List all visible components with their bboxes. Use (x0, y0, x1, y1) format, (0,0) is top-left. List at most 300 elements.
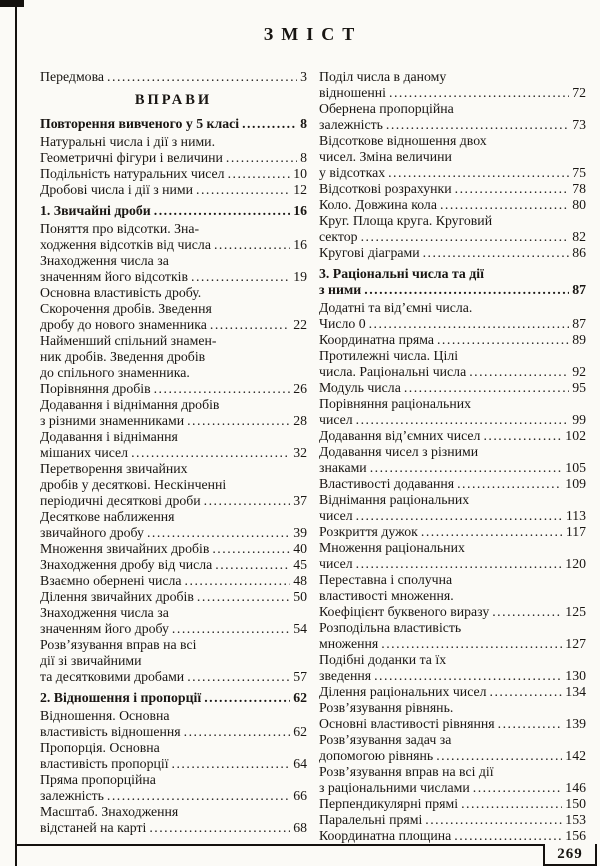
page-title: ЗМІСТ (263, 24, 363, 44)
toc-entry-line: Знаходження числа за (40, 253, 169, 268)
dot-leader (361, 282, 569, 298)
toc-entry-text: Дробові числа і дії з ними (40, 182, 194, 197)
dot-leader (371, 668, 562, 684)
toc-entry (319, 181, 586, 197)
toc-entry-text: чисел (319, 412, 353, 427)
dot-leader (169, 756, 291, 772)
toc-entry-line: Протилежні числа. Цілі (319, 348, 459, 363)
dot-leader (151, 203, 290, 219)
toc-entry-page: 45 (293, 557, 307, 572)
toc-entry-text: ходження відсотків від числа (40, 237, 211, 252)
toc-entry-page: 80 (572, 197, 586, 212)
toc-entry-line: Додавання і віднімання дробів (40, 397, 220, 412)
toc-entry-line (40, 166, 307, 182)
toc-entry-line (40, 493, 307, 509)
toc-entry (40, 253, 307, 285)
toc-entry-line (319, 364, 586, 380)
toc-entry-line (319, 668, 586, 684)
toc-entry-line: 3. Раціональні числа та дії (319, 266, 484, 281)
toc-entry (40, 429, 307, 461)
toc-entry-line: Знаходження числа за (40, 605, 169, 620)
toc-column-right (319, 69, 586, 844)
toc-entry-text: 2. Відношення і пропорції (40, 690, 202, 705)
toc-entry-line: Відношення. Основна (40, 708, 170, 723)
toc-entry (40, 182, 307, 198)
toc-entry-line: Відсоткове відношення двох (319, 133, 487, 148)
toc-entry-page: 89 (572, 332, 586, 347)
toc-entry (40, 605, 307, 637)
toc-entry-page: 139 (565, 716, 586, 731)
toc-entry-line: Перетворення звичайних (40, 461, 188, 476)
toc-entry-line: до спільного знаменника. (40, 365, 190, 380)
toc-entry (319, 764, 586, 796)
toc-entry-page: 117 (565, 524, 586, 539)
toc-entry-text: числа. Раціональні числа (319, 364, 467, 379)
dot-leader (209, 541, 290, 557)
dot-leader (434, 332, 569, 348)
toc-entry-page: 39 (293, 525, 307, 540)
toc-entry (319, 332, 586, 348)
toc-entry-page: 26 (293, 381, 307, 396)
dot-leader (184, 669, 290, 685)
toc-entry-line (40, 317, 307, 333)
dot-leader (146, 820, 290, 836)
toc-entry-line: ник дробів. Зведення дробів (40, 349, 206, 364)
toc-entry-line (319, 428, 586, 444)
dot-leader (401, 380, 569, 396)
toc-entry-page: 142 (565, 748, 586, 763)
toc-entry-page: 109 (565, 476, 586, 491)
toc-entry-line: Основна властивість дробу. (40, 285, 202, 300)
toc-entry-text: Модуль числа (319, 380, 401, 395)
toc-entry-line (319, 380, 586, 396)
toc-entry-page: 8 (300, 116, 307, 131)
dot-leader (378, 636, 562, 652)
toc-entry (319, 828, 586, 844)
toc-entry (40, 573, 307, 589)
toc-entry-line (40, 788, 307, 804)
toc-entry-text: звичайного дробу (40, 525, 144, 540)
toc-entry-line (319, 476, 586, 492)
toc-entry-line: Розв’язування вправ на всі дії (319, 764, 494, 779)
toc-entry (319, 652, 586, 684)
dot-leader (169, 621, 290, 637)
dot-leader (184, 413, 290, 429)
toc-entry-page: 62 (293, 724, 307, 739)
toc-entry-page: 120 (565, 556, 586, 571)
toc-entry-text: Розкриття дужок (319, 524, 418, 539)
dot-leader (437, 197, 569, 213)
dot-leader (201, 690, 290, 706)
toc-entry-page: 19 (293, 269, 307, 284)
dot-leader (422, 812, 562, 828)
toc-entry-page: 64 (293, 756, 307, 771)
dot-leader (104, 788, 290, 804)
toc-entry-text: знаками (319, 460, 367, 475)
toc-entry (40, 637, 307, 685)
toc-entry (319, 197, 586, 213)
page-bottom-rule (16, 844, 597, 846)
toc-entry-line (319, 556, 586, 572)
toc-entry-page: 156 (565, 828, 586, 843)
toc-entry-line (319, 812, 586, 828)
toc-entry-line: Розв’язування вправ на всі (40, 637, 197, 652)
toc-entry (40, 333, 307, 397)
toc-entry-text: дробу до нового знаменника (40, 317, 207, 332)
toc-entry (40, 69, 307, 85)
toc-columns (40, 69, 586, 844)
dot-leader (489, 604, 562, 620)
toc-entry-page: 75 (572, 165, 586, 180)
toc-entry (319, 428, 586, 444)
toc-entry-text: значенням його відсотків (40, 269, 188, 284)
toc-entry-page: 150 (565, 796, 586, 811)
toc-entry-page: 28 (293, 413, 307, 428)
toc-entry (319, 700, 586, 732)
toc-entry-page: 127 (565, 636, 586, 651)
toc-entry-text: з ними (319, 282, 362, 297)
dot-leader (420, 245, 570, 261)
dot-leader (366, 316, 570, 332)
toc-entry-page: 62 (293, 690, 307, 705)
toc-entry-line: Розподільна властивість (319, 620, 462, 635)
toc-entry-line: Розв’язування рівнянь. (319, 700, 454, 715)
toc-entry-line: Віднімання раціональних (319, 492, 470, 507)
toc-entry (40, 166, 307, 182)
toc-entry-page: 78 (572, 181, 586, 196)
toc-entry (40, 708, 307, 740)
toc-entry-line: властивості множення. (319, 588, 454, 603)
toc-entry-line: Круг. Площа круга. Круговий (319, 213, 493, 228)
toc-entry (319, 245, 586, 261)
toc-entry-line: Обернена пропорційна (319, 101, 454, 116)
toc-entry (319, 572, 586, 620)
dot-leader (451, 828, 562, 844)
dot-leader (212, 557, 290, 573)
dot-leader (211, 237, 290, 253)
toc-entry-line (319, 332, 586, 348)
toc-entry-text: Множення звичайних дробів (40, 541, 210, 556)
toc-entry-page: 48 (293, 573, 307, 588)
toc-entry-line: Додавання і віднімання (40, 429, 178, 444)
toc-entry-text: значенням його дробу (40, 621, 169, 636)
toc-entry-text: Подільність натуральних чисел (40, 166, 225, 181)
toc-entry-page: 22 (293, 317, 307, 332)
toc-entry (40, 461, 307, 509)
toc-entry-line (40, 525, 307, 541)
toc-entry-line (40, 69, 307, 85)
toc-entry-line: Десяткове наближення (40, 509, 175, 524)
toc-entry (319, 476, 586, 492)
toc-entry-text: Перпендикулярні прямі (319, 796, 459, 811)
toc-entry-line (319, 604, 586, 620)
toc-entry (40, 134, 307, 166)
dot-leader (433, 748, 562, 764)
toc-entry-page: 73 (572, 117, 586, 132)
toc-entry-line (40, 724, 307, 740)
dot-leader (353, 412, 570, 428)
toc-entry-page: 12 (293, 182, 307, 197)
toc-entry-page: 50 (293, 589, 307, 604)
toc-entry-line (319, 165, 586, 181)
toc-entry-line (40, 541, 307, 557)
toc-entry-page: 10 (293, 166, 307, 181)
toc-entry-page: 57 (293, 669, 307, 684)
toc-entry-text: властивість відношення (40, 724, 181, 739)
toc-entry-line: Додатні та від’ємні числа. (319, 300, 473, 315)
toc-entry-text: відстаней на карті (40, 820, 147, 835)
toc-entry-text: допомогою рівнянь (319, 748, 434, 763)
toc-entry-page: 82 (572, 229, 586, 244)
toc-entry-page: 54 (293, 621, 307, 636)
toc-column-left (40, 69, 307, 844)
toc-entry-line (319, 117, 586, 133)
dot-leader (353, 508, 563, 524)
toc-entry-line: дії зі звичайними (40, 653, 142, 668)
toc-entry (40, 804, 307, 836)
toc-entry-text: з різними знаменниками (40, 413, 185, 428)
dot-leader (452, 181, 570, 197)
toc-entry-line (40, 203, 307, 219)
dot-leader (470, 780, 563, 796)
toc-entry (40, 221, 307, 253)
toc-entry-text: Ділення звичайних дробів (40, 589, 194, 604)
toc-entry-line: Скорочення дробів. Зведення (40, 301, 212, 316)
toc-entry-page: 72 (572, 85, 586, 100)
dot-leader (193, 182, 290, 198)
toc-entry-line: Найменший спільний знамен- (40, 333, 217, 348)
toc-entry-line (319, 684, 586, 700)
toc-entry-text: Повторення вивченого у 5 класі (40, 116, 240, 131)
toc-entry-text: Знаходження дробу від числа (40, 557, 213, 572)
toc-entry (319, 812, 586, 828)
toc-entry-line: Поділ числа в даному (319, 69, 447, 84)
toc-entry (319, 266, 586, 298)
toc-entry-text: Коефіцієнт буквеного виразу (319, 604, 490, 619)
dot-leader (367, 460, 563, 476)
toc-entry-text: сектор (319, 229, 358, 244)
toc-entry-page: 130 (565, 668, 586, 683)
toc-entry (319, 101, 586, 133)
toc-entry-line: Множення раціональних (319, 540, 465, 555)
toc-entry-page: 16 (293, 237, 307, 252)
toc-entry-text: та десятковими дробами (40, 669, 185, 684)
toc-entry-line (319, 716, 586, 732)
toc-entry-line: Натуральні числа і дії з ними. (40, 134, 216, 149)
toc-entry (319, 524, 586, 540)
toc-entry (319, 348, 586, 380)
toc-entry-line (319, 460, 586, 476)
toc-entry-line (40, 756, 307, 772)
toc-entry-text: з раціональними числами (319, 780, 470, 795)
toc-entry-page: 153 (565, 812, 586, 827)
dot-leader (239, 116, 297, 132)
toc-entry-line (319, 796, 586, 812)
toc-entry-line (40, 413, 307, 429)
toc-entry-line (319, 181, 586, 197)
dot-leader (188, 269, 290, 285)
dot-leader (194, 589, 290, 605)
toc-entry-line (40, 621, 307, 637)
toc-entry-line (319, 282, 586, 298)
toc-entry-line (40, 116, 307, 132)
toc-entry (319, 133, 586, 181)
toc-entry (40, 589, 307, 605)
toc-entry (319, 396, 586, 428)
toc-entry-line: Додавання чисел з різними (319, 444, 479, 459)
toc-entry-page: 95 (572, 380, 586, 395)
toc-entry-line (319, 748, 586, 764)
toc-entry-line (40, 381, 307, 397)
toc-entry-text: Кругові діаграми (319, 245, 420, 260)
toc-entry-text: чисел (319, 508, 353, 523)
toc-entry (319, 69, 586, 101)
dot-leader (466, 364, 569, 380)
toc-entry-text: мішаних чисел (40, 445, 129, 460)
dot-leader (181, 724, 291, 740)
toc-entry-line (40, 557, 307, 573)
toc-entry-line (40, 820, 307, 836)
toc-entry (40, 772, 307, 804)
toc-entry-line: дробів у десяткові. Нескінченні (40, 477, 227, 492)
toc-entry (319, 732, 586, 764)
toc-entry-page: 113 (565, 508, 586, 523)
toc-entry (40, 285, 307, 333)
toc-entry-text: залежність (319, 117, 383, 132)
dot-leader (225, 166, 291, 182)
toc-entry (40, 557, 307, 573)
toc-entry-text: Порівняння дробів (40, 381, 151, 396)
toc-entry-line (319, 197, 586, 213)
toc-entry-text: у відсотках (319, 165, 386, 180)
toc-entry (319, 540, 586, 572)
toc-entry (40, 740, 307, 772)
toc-entry-text: Основні властивості рівняння (319, 716, 495, 731)
toc-entry-page: 125 (565, 604, 586, 619)
toc-entry-text: Ділення раціональних чисел (319, 684, 487, 699)
toc-entry-page: 146 (565, 780, 586, 795)
toc-entry-text: Геометричні фігури і величини (40, 150, 223, 165)
dot-leader (383, 117, 569, 133)
dot-leader (182, 573, 291, 589)
dot-leader (386, 85, 569, 101)
toc-entry (319, 492, 586, 524)
toc-entry (40, 116, 307, 132)
toc-entry-line (40, 150, 307, 166)
toc-entry (319, 213, 586, 245)
toc-entry-text: чисел (319, 556, 353, 571)
toc-entry-line: Поняття про відсотки. Зна- (40, 221, 200, 236)
dot-leader (358, 229, 570, 245)
toc-entry-line (40, 690, 307, 706)
toc-entry-page: 66 (293, 788, 307, 803)
toc-entry-line (319, 828, 586, 844)
toc-entry (40, 690, 307, 706)
toc-entry-text: періодичні десяткові дроби (40, 493, 201, 508)
dot-leader (144, 525, 290, 541)
toc-entry-line (319, 780, 586, 796)
toc-entry-line (40, 269, 307, 285)
dot-leader (385, 165, 569, 181)
toc-entry-page: 32 (293, 445, 307, 460)
toc-entry-page: 68 (293, 820, 307, 835)
toc-entry-line: Переставна і сполучна (319, 572, 453, 587)
toc-entry-page: 87 (572, 282, 586, 297)
toc-entry-line (319, 85, 586, 101)
toc-entry-page: 87 (572, 316, 586, 331)
dot-leader (418, 524, 563, 540)
toc-entry-line (319, 636, 586, 652)
toc-entry-line: Подібні доданки та їх (319, 652, 447, 667)
toc-entry-page: 8 (300, 150, 307, 165)
toc-entry-text: Додавання від’ємних чисел (319, 428, 481, 443)
toc-entry-page: 102 (565, 428, 586, 443)
dot-leader (495, 716, 563, 732)
toc-entry-text: Координатна площина (319, 828, 452, 843)
toc-entry-text: зведення (319, 668, 372, 683)
dot-leader (207, 317, 290, 333)
toc-entry (319, 300, 586, 332)
toc-entry (319, 684, 586, 700)
page-number: 269 (543, 844, 597, 866)
dot-leader (480, 428, 562, 444)
toc-entry-page: 92 (572, 364, 586, 379)
toc-entry (319, 444, 586, 476)
toc-entry-text: залежність (40, 788, 104, 803)
toc-entry-line: Порівняння раціональних (319, 396, 472, 411)
toc-entry-line (40, 589, 307, 605)
dot-leader (151, 381, 291, 397)
toc-entry-line: чисел. Зміна величини (319, 149, 452, 164)
toc-entry (40, 509, 307, 541)
dot-leader (454, 476, 562, 492)
toc-entry-line (319, 524, 586, 540)
toc-entry-page: 40 (293, 541, 307, 556)
toc-entry-line (40, 237, 307, 253)
toc-entry-page: 134 (565, 684, 586, 699)
toc-entry-line: Пропорція. Основна (40, 740, 160, 755)
toc-entry-text: Взаємно обернені числа (40, 573, 182, 588)
toc-entry-text: 1. Звичайні дроби (40, 203, 151, 218)
toc-entry-text: Передмова (40, 69, 105, 84)
toc-entry (40, 203, 307, 219)
dot-leader (201, 493, 291, 509)
dot-leader (458, 796, 562, 812)
toc-entry-page: 16 (293, 203, 307, 218)
dot-leader (128, 445, 290, 461)
toc-entry-line (40, 573, 307, 589)
toc-entry-line (319, 245, 586, 261)
toc-entry-page: 3 (300, 69, 307, 84)
toc-entry-line: Пряма пропорційна (40, 772, 156, 787)
toc-entry-line (319, 412, 586, 428)
toc-entry-line (40, 182, 307, 198)
dot-leader (223, 150, 297, 166)
toc-entry-text: Коло. Довжина кола (319, 197, 437, 212)
toc-entry-text: Паралельні прямі (319, 812, 423, 827)
toc-entry-text: множення (319, 636, 379, 651)
toc-entry (319, 796, 586, 812)
toc-entry-page: 105 (565, 460, 586, 475)
toc-entry-line: Розв’язування задач за (319, 732, 452, 747)
toc-entry (319, 380, 586, 396)
section-heading: ВПРАВИ (134, 92, 213, 108)
toc-entry-text: відношенні (319, 85, 386, 100)
toc-entry-text: Властивості додавання (319, 476, 455, 491)
dot-leader (353, 556, 563, 572)
toc-entry-page: 37 (293, 493, 307, 508)
toc-entry-page: 99 (572, 412, 586, 427)
